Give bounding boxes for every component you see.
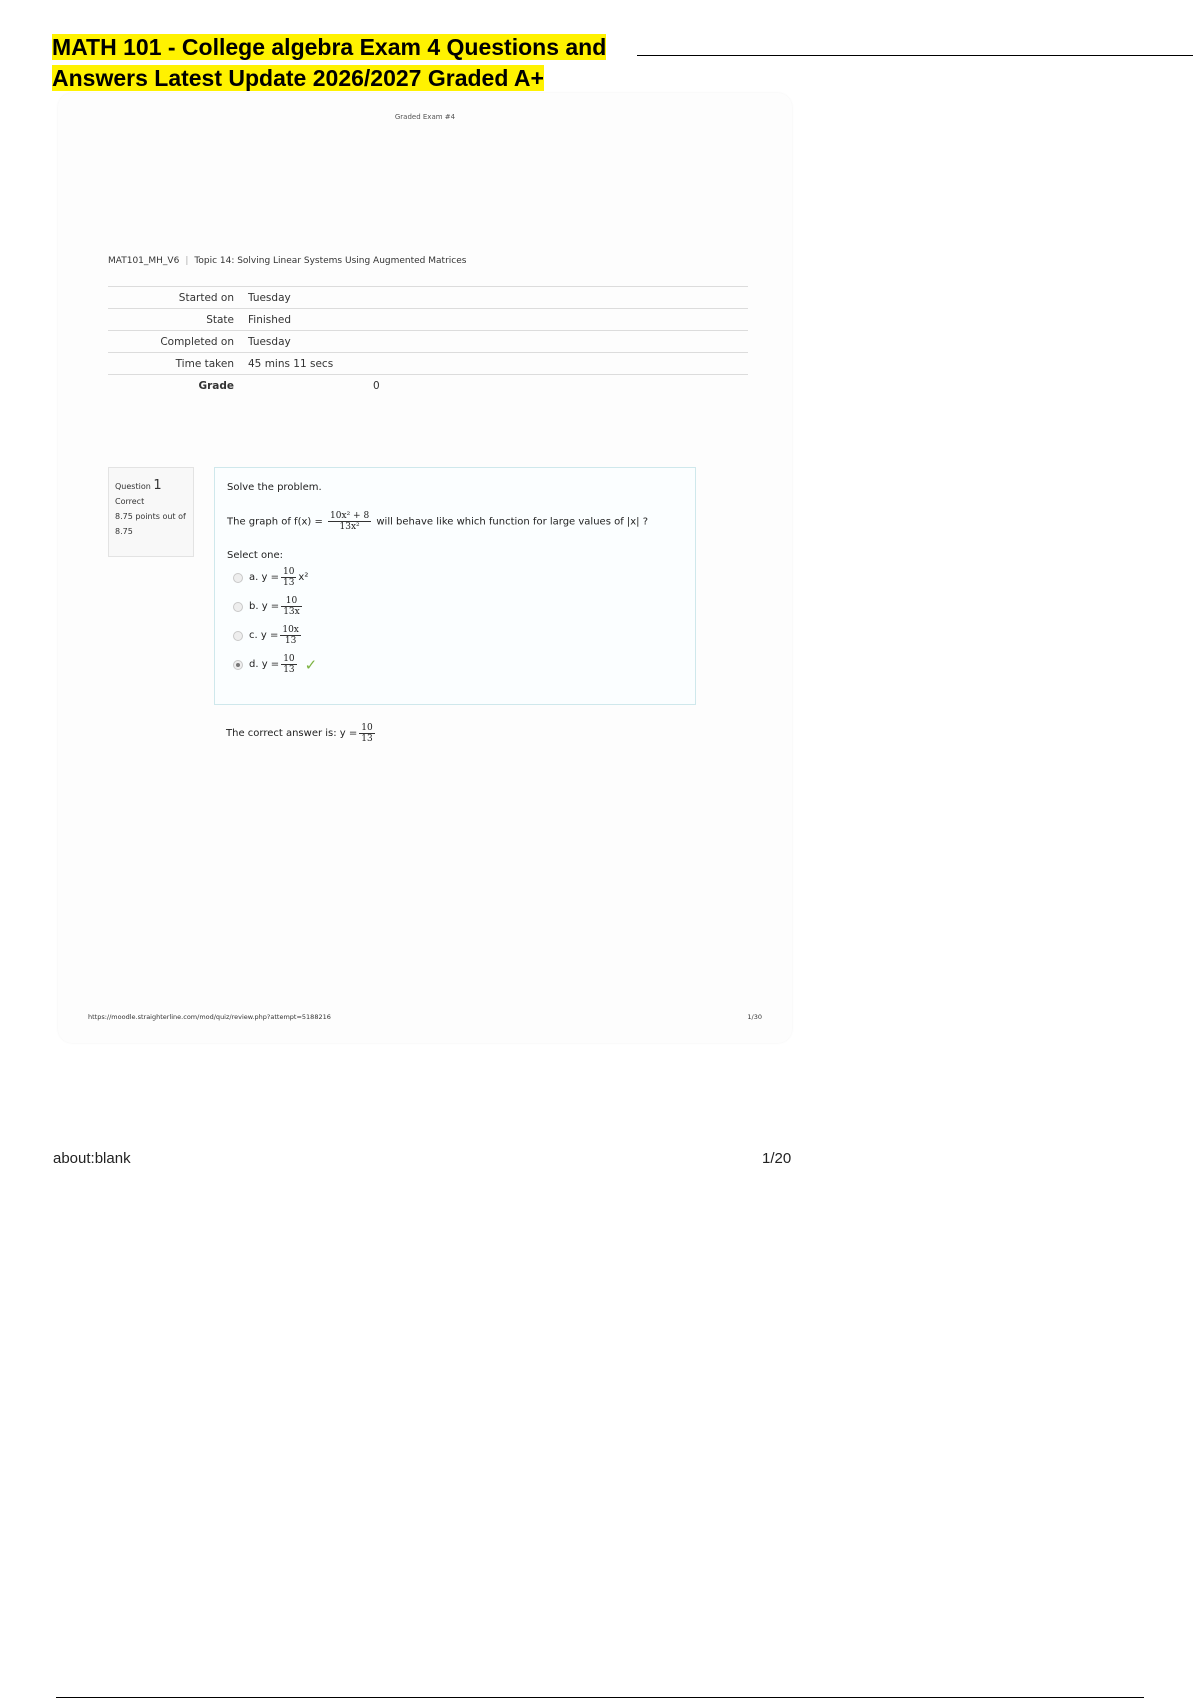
print-url: about:blank — [53, 1150, 131, 1167]
summary-value: 45 mins 11 secs — [248, 357, 334, 370]
answer-option[interactable] — [227, 650, 683, 679]
option-letter: c. y = — [249, 630, 279, 641]
print-page-number: 1/20 — [762, 1150, 792, 1167]
title-underline — [637, 55, 1193, 56]
summary-value: Tuesday — [248, 291, 291, 304]
stem-prefix: The graph of f(x) = — [227, 516, 323, 528]
question-number: 1 — [153, 478, 162, 493]
fraction-numerator: 10 — [283, 654, 295, 664]
summary-row — [108, 330, 748, 352]
exam-header: Graded Exam #4 — [394, 113, 456, 121]
radio-button[interactable] — [233, 573, 243, 583]
question-instruction: Solve the problem. — [227, 482, 322, 493]
radio-button-selected[interactable] — [233, 660, 243, 670]
radio-button[interactable] — [233, 631, 243, 641]
option-fraction — [281, 567, 296, 588]
answer-option[interactable] — [227, 621, 683, 650]
stem-fraction — [328, 511, 371, 532]
footer-page-number: 1/30 — [747, 1013, 762, 1021]
summary-label: State — [206, 313, 234, 326]
fraction-denominator: 13 — [284, 636, 297, 646]
stem-suffix: will behave like which function for large values of |x| ? — [376, 516, 649, 528]
fraction-numerator: 10 — [282, 567, 295, 577]
fraction-denominator: 13 — [361, 734, 373, 744]
fraction-numerator: 10x — [282, 625, 299, 635]
summary-label: Completed on — [160, 335, 234, 348]
summary-label: Time taken — [175, 357, 234, 370]
fraction-numerator: 10 — [361, 723, 373, 733]
correct-answer-label: The correct answer is: y = — [226, 728, 358, 739]
option-letter: b. y = — [249, 601, 280, 612]
summary-label: Started on — [178, 291, 234, 304]
option-fraction — [281, 596, 302, 617]
answer-options — [227, 563, 683, 679]
attempt-summary-table — [108, 286, 748, 397]
question-prefix: Question — [115, 482, 151, 491]
option-letter: a. y = — [249, 572, 279, 583]
exam-screenshot — [58, 93, 792, 1043]
answer-option[interactable] — [227, 592, 683, 621]
question-stem — [227, 511, 683, 532]
correct-answer-fraction — [359, 723, 374, 744]
fraction-denominator: 13 — [283, 665, 295, 675]
question-status: Correct — [115, 497, 145, 506]
summary-row — [108, 308, 748, 330]
fraction-denominator: 13x² — [339, 522, 360, 532]
summary-value: Finished — [248, 313, 292, 326]
checkmark-icon: ✓ — [304, 655, 318, 674]
grade-label: Grade — [198, 380, 234, 392]
fraction-denominator: 13 — [282, 578, 295, 588]
title-line-2: Answers Latest Update 2026/2027 Graded A+ — [52, 65, 544, 91]
title-line-1: MATH 101 - College algebra Exam 4 Questions and — [52, 34, 607, 60]
summary-row — [108, 286, 748, 308]
screenshot-footer — [88, 1013, 762, 1021]
radio-button[interactable] — [233, 602, 243, 612]
correct-answer — [226, 723, 377, 744]
footer-url[interactable]: https://moodle.straighterline.com/mod/quiz/review.php?attempt=5188216 — [88, 1013, 331, 1021]
option-fraction — [280, 625, 301, 646]
summary-row — [108, 352, 748, 375]
breadcrumb-topic[interactable]: Topic 14: Solving Linear Systems Using Augmented Matrices — [194, 256, 467, 266]
breadcrumb-course[interactable]: MAT101_MH_V6 — [108, 256, 180, 266]
bottom-rule — [56, 1697, 1144, 1698]
grade-row — [108, 375, 748, 397]
fraction-numerator: 10x² + 8 — [330, 511, 370, 521]
question-info-panel — [108, 467, 194, 557]
breadcrumb — [108, 256, 466, 266]
grade-value: 0 — [373, 380, 380, 392]
option-letter: d. y = — [249, 659, 280, 670]
select-label: Select one: — [227, 550, 284, 561]
option-suffix: x² — [298, 572, 309, 583]
question-box — [214, 467, 696, 705]
question-points: 8.75 points out of 8.75 — [115, 512, 186, 536]
summary-value: Tuesday — [248, 335, 291, 348]
option-fraction — [281, 654, 296, 675]
document-title — [52, 32, 1144, 94]
fraction-denominator: 13x — [283, 607, 300, 617]
breadcrumb-separator: | — [185, 256, 189, 266]
fraction-numerator: 10 — [281, 596, 302, 607]
answer-option[interactable] — [227, 563, 683, 592]
